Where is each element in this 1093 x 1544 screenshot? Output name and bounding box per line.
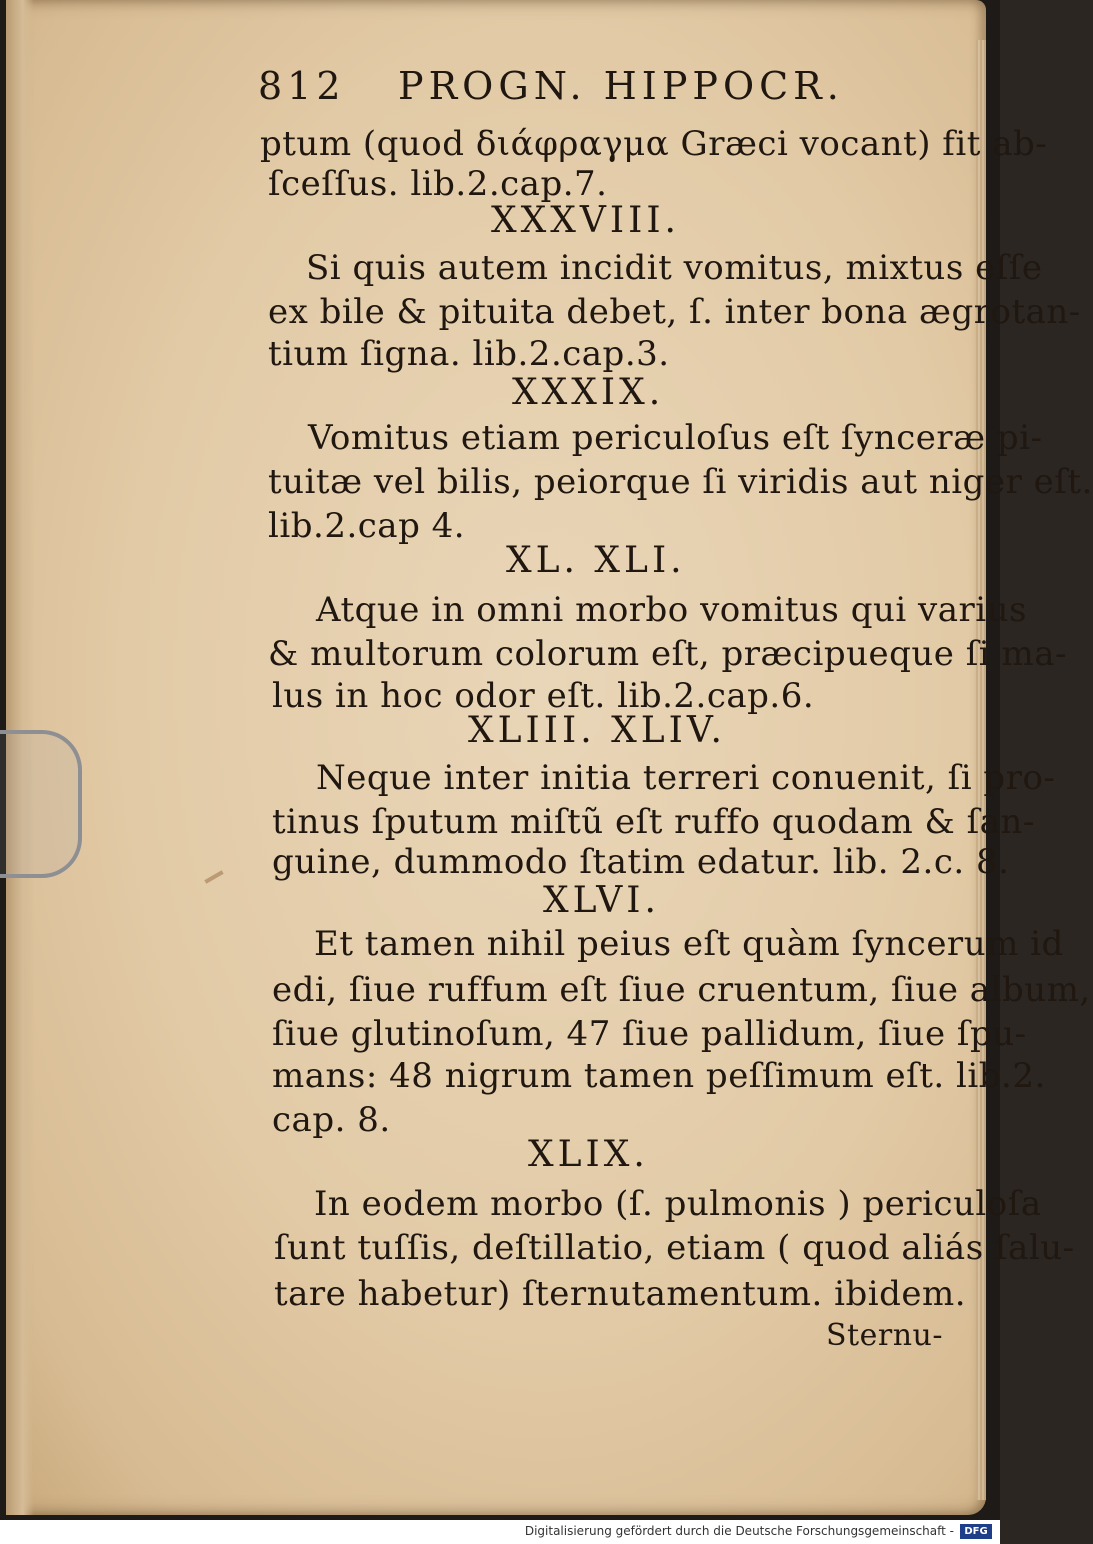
section-number: XXXIX. bbox=[512, 372, 665, 413]
page-clip bbox=[0, 730, 82, 878]
text-line: edi, ſiue ruffum eſt ſiue cruentum, ſiue album, bbox=[272, 970, 1091, 1010]
text-line: mans: 48 nigrum tamen peſſimum eſt. lib.2. bbox=[272, 1056, 1046, 1096]
section-number: XLIX. bbox=[528, 1134, 649, 1175]
text-line: tinus ſputum miſtũ eſt ruffo quodam & ſan- bbox=[272, 802, 1035, 842]
text-line: Atque in omni morbo vomitus qui varius bbox=[316, 590, 1027, 630]
ink-mark bbox=[204, 870, 223, 883]
text-line: tium ſigna. lib.2.cap.3. bbox=[268, 334, 670, 374]
book-page bbox=[6, 0, 1093, 1515]
text-line: ſceſſus. lib.2.cap.7. bbox=[268, 164, 608, 204]
text-line: lus in hoc odor eſt. lib.2.cap.6. bbox=[272, 676, 815, 716]
text-line: In eodem morbo (ſ. pulmonis ) periculoſa bbox=[314, 1184, 1042, 1224]
text-line: & multorum colorum eſt, præcipueque ſi ma- bbox=[268, 634, 1067, 674]
text-line: Si quis autem incidit vomitus, mixtus eſſe bbox=[306, 248, 1043, 288]
text-line: ex bile & pituita debet, ſ. inter bona ægrotan- bbox=[268, 292, 1081, 332]
section-number: XXXVIII. bbox=[491, 200, 680, 241]
dfg-logo: DFG bbox=[960, 1524, 992, 1539]
text-line: tare habetur) ſternutamentum. ibidem. bbox=[274, 1274, 967, 1314]
text-line: Vomitus etiam periculoſus eſt ſynceræ pi- bbox=[308, 418, 1043, 458]
text-line: Et tamen nihil peius eſt quàm ſyncerum id bbox=[314, 924, 1064, 964]
text-line: Neque inter initia terreri conuenit, ſi pro- bbox=[316, 758, 1056, 798]
text-line: ptum (quod διάφραγμα Græci vocant) fit ab- bbox=[260, 124, 1048, 164]
text-line: guine, dummodo ſtatim edatur. lib. 2.c. 8. bbox=[272, 842, 1010, 882]
footer-bar bbox=[0, 1520, 1000, 1544]
running-title: PROGN. HIPPOCR. bbox=[398, 64, 844, 108]
text-line: cap. 8. bbox=[272, 1100, 391, 1140]
section-number: XLVI. bbox=[543, 880, 660, 921]
footer-credit: Digitalisierung gefördert durch die Deutsche Forschungsgemeinschaft - bbox=[524, 1524, 954, 1538]
section-number: XL. XLI. bbox=[506, 540, 686, 581]
section-number: XLIII. XLIV. bbox=[468, 710, 726, 751]
catchword: Sternu- bbox=[826, 1318, 943, 1353]
text-line: lib.2.cap 4. bbox=[268, 506, 466, 546]
text-line: tuitæ vel bilis, peiorque ſi viridis aut niger eſt. bbox=[268, 462, 1093, 502]
page-number: 812 bbox=[258, 64, 346, 108]
text-line: ſiue glutinoſum, 47 ſiue pallidum, ſiue ſpu- bbox=[272, 1014, 1027, 1054]
text-line: ſunt tuſſis, deſtillatio, etiam ( quod aliás ſalu- bbox=[274, 1228, 1075, 1268]
